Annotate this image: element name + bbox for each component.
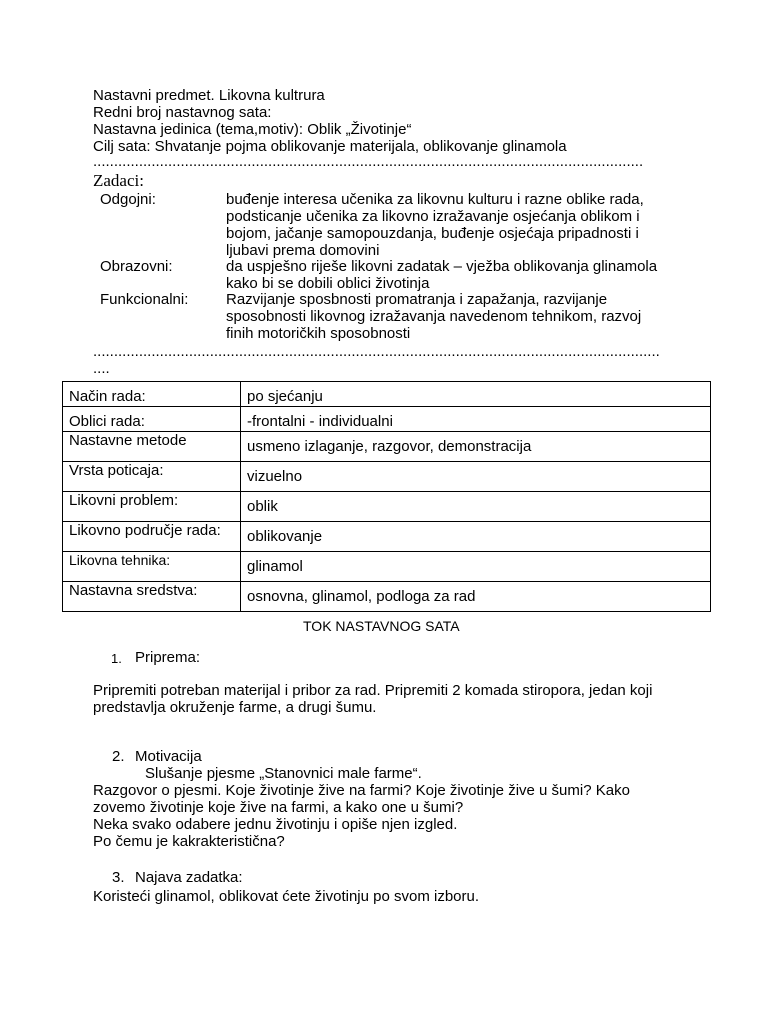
step-text-line: zovemo životinje koje žive na farmi, a kako one u šumi? <box>93 799 464 816</box>
table-row <box>63 432 711 462</box>
table-row <box>63 492 711 522</box>
step-text-line: Slušanje pjesme „Stanovnici male farme“. <box>145 765 422 782</box>
table-row <box>63 582 711 612</box>
step-number: 1. <box>111 651 122 666</box>
task-text-line: sposobnosti likovnog izražavanja navedenom tehnikom, razvoj <box>226 308 642 325</box>
table-label: Način rada: <box>63 382 241 407</box>
task-label-obrazovni: Obrazovni: <box>100 258 173 275</box>
table-row <box>63 522 711 552</box>
step-text-line: Razgovor o pjesmi. Koje životinje žive na farmi? Koje životinje žive u šumi? Kako <box>93 782 630 799</box>
tasks-title: Zadaci: <box>93 171 144 190</box>
task-label-funkcionalni: Funkcionalni: <box>100 291 189 308</box>
table-value: oblik <box>241 492 711 522</box>
step-number: 2. <box>112 748 125 765</box>
dotted-separator: .... <box>93 360 110 377</box>
table-row <box>63 462 711 492</box>
table-row <box>63 552 711 582</box>
step-text-line: Koristeći glinamol, oblikovat ćete životinju po svom izboru. <box>93 888 480 905</box>
table-label: Nastavne metode <box>63 432 241 462</box>
table-value: -frontalni - individualni <box>241 407 711 432</box>
step-text-line: Po čemu je kakrakteristična? <box>93 833 285 850</box>
step-title: Najava zadatka: <box>135 869 243 886</box>
table-value: po sjećanju <box>241 382 711 407</box>
table-label: Vrsta poticaja: <box>63 462 241 492</box>
table-value: osnovna, glinamol, podloga za rad <box>241 582 711 612</box>
table-value: usmeno izlaganje, razgovor, demonstracija <box>241 432 711 462</box>
section-title: TOK NASTAVNOG SATA <box>303 618 460 634</box>
step-text-line: Pripremiti potreban materijal i pribor za rad. Pripremiti 2 komada stiropora, jedan koji <box>93 682 653 699</box>
table-value: glinamol <box>241 552 711 582</box>
table-label: Nastavna sredstva: <box>63 582 241 612</box>
subject-line: Nastavni predmet. Likovna kultrura <box>93 87 325 104</box>
table-row <box>63 407 711 432</box>
task-text-line: da uspješno riješe likovni zadatak – vježba oblikovanja glinamola <box>226 258 658 275</box>
task-text-line: bojom, jačanje samopouzdanja, buđenje osjećaja pripadnosti i <box>226 225 639 242</box>
step-title: Priprema: <box>135 649 201 666</box>
table-label: Likovna tehnika: <box>63 552 241 582</box>
table-label: Likovno područje rada: <box>63 522 241 552</box>
table-row <box>63 382 711 407</box>
step-title: Motivacija <box>135 748 202 765</box>
dotted-separator: .................................................................................................................................... <box>93 153 644 170</box>
task-text-line: kako bi se dobili oblici životinja <box>226 275 430 292</box>
dotted-separator: ........................................................................................................................................ <box>93 343 660 360</box>
table-label: Likovni problem: <box>63 492 241 522</box>
lesson-goal-line: Cilj sata: Shvatanje pojma oblikovanje materijala, oblikovanje glinamola <box>93 138 567 155</box>
table-label: Oblici rada: <box>63 407 241 432</box>
task-text-line: Razvijanje sposbnosti promatranja i zapažanja, razvijanje <box>226 291 608 308</box>
step-text-line: predstavlja okruženje farme, a drugi šumu. <box>93 699 377 716</box>
table-value: oblikovanje <box>241 522 711 552</box>
task-text-line: ljubavi prema domovini <box>226 242 380 259</box>
lesson-info-table <box>62 381 711 612</box>
lesson-number-line: Redni broj nastavnog sata: <box>93 104 272 121</box>
step-number: 3. <box>112 869 125 886</box>
task-text-line: podsticanje učenika za likovno izražavanje osjećanja oblikom i <box>226 208 640 225</box>
task-text-line: buđenje interesa učenika za likovnu kulturu i razne oblike rada, <box>226 191 644 208</box>
lesson-unit-line: Nastavna jedinica (tema,motiv): Oblik „Životinje“ <box>93 121 412 138</box>
task-label-odgojni: Odgojni: <box>100 191 156 208</box>
table-value: vizuelno <box>241 462 711 492</box>
task-text-line: finih motoričkih sposobnosti <box>226 325 411 342</box>
step-text-line: Neka svako odabere jednu životinju i opiše njen izgled. <box>93 816 458 833</box>
